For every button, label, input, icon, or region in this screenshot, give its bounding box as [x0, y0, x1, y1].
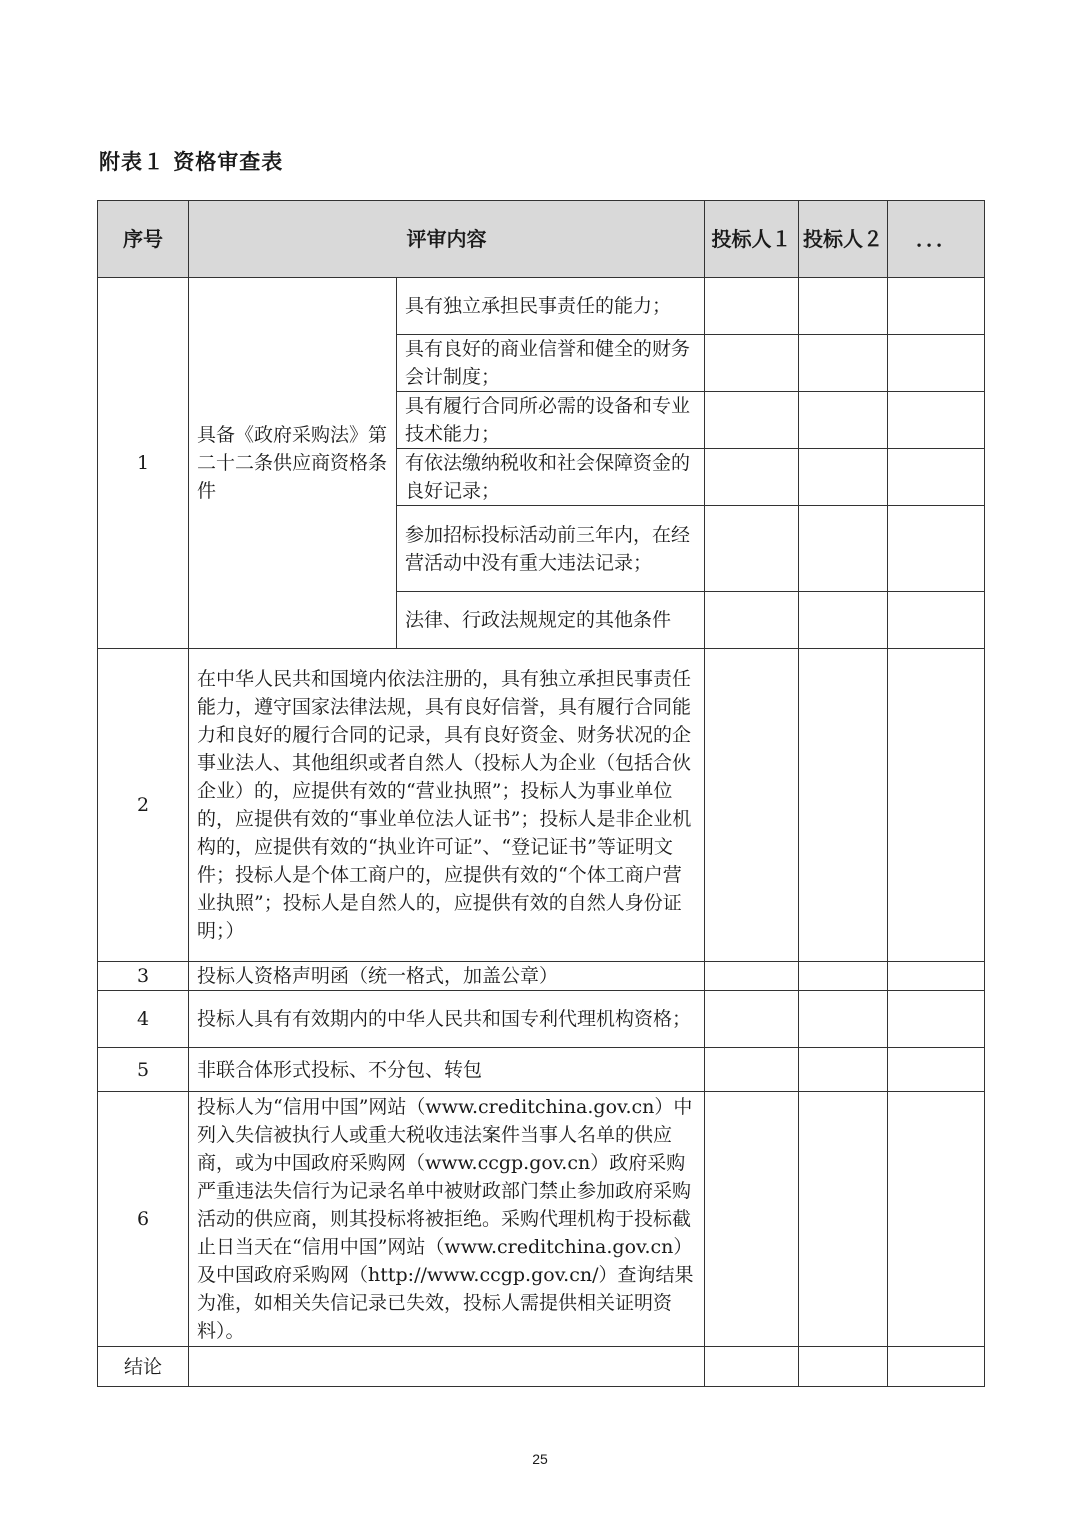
bidder-2-cell[interactable]: [799, 649, 888, 962]
bidder-more-cell[interactable]: [888, 962, 985, 991]
row-6-seq: 6: [98, 1092, 189, 1347]
table-row: [98, 649, 985, 962]
row-4-seq: 4: [98, 991, 189, 1048]
bidder-more-cell[interactable]: [888, 649, 985, 962]
header-row: [98, 201, 985, 278]
bidder-more-cell[interactable]: [888, 335, 985, 392]
bidder-more-cell[interactable]: [888, 991, 985, 1048]
table-row: [98, 1092, 985, 1347]
row-1-item-3: 具有履行合同所必需的设备和专业技术能力；: [397, 392, 705, 449]
bidder-more-cell[interactable]: [888, 392, 985, 449]
row-1-item-6: 法律、行政法规规定的其他条件: [397, 592, 705, 649]
header-bidder-2: 投标人２: [799, 201, 888, 278]
bidder-1-cell[interactable]: [705, 449, 799, 506]
header-bidder-1: 投标人１: [705, 201, 799, 278]
conclusion-label: 结论: [98, 1347, 189, 1387]
document-title: 附表１ 资格审查表: [99, 149, 284, 174]
bidder-more-cell[interactable]: [888, 1347, 985, 1387]
row-6-content: 投标人为“信用中国”网站（www.creditchina.gov.cn）中列入失信被执行人或重大税收违法案件当事人名单的供应商，或为中国政府采购网（www.ccgp.gov.cn）政府采购严重违法失信行为记录名单中被财政部门禁止参加政府采购活动的供应商，则其投标将被拒绝。采购代理机构于投标截止日当天在“信用中国”网站（www.creditchina.gov.cn）及中国政府采购网（http://www.ccgp.gov.cn/）查询结果为准，如相关失信记录已失效，投标人需提供相关证明资料）。: [189, 1092, 705, 1347]
row-1-category: 具备《政府采购法》第二十二条供应商资格条件: [189, 278, 397, 649]
bidder-1-cell[interactable]: [705, 991, 799, 1048]
bidder-2-cell[interactable]: [799, 962, 888, 991]
header-more: ．．．: [888, 201, 985, 278]
bidder-1-cell[interactable]: [705, 1347, 799, 1387]
row-2-seq: 2: [98, 649, 189, 962]
bidder-2-cell[interactable]: [799, 592, 888, 649]
table-row: [98, 991, 985, 1048]
bidder-2-cell[interactable]: [799, 449, 888, 506]
header-content: 评审内容: [189, 201, 705, 278]
row-2-content: 在中华人民共和国境内依法注册的，具有独立承担民事责任能力，遵守国家法律法规，具有良好信誉，具有履行合同能力和良好的履行合同的记录，具有良好资金、财务状况的企事业法人、其他组织或者自然人（投标人为企业（包括合伙企业）的，应提供有效的“营业执照”；投标人为事业单位的，应提供有效的“事业单位法人证书”；投标人是非企业机构的，应提供有效的“执业许可证”、“登记证书”等证明文件；投标人是个体工商户的，应提供有效的“个体工商户营业执照”；投标人是自然人的，应提供有效的自然人身份证明；）: [189, 649, 705, 962]
row-4-content: 投标人具有有效期内的中华人民共和国专利代理机构资格；: [189, 991, 705, 1048]
bidder-2-cell[interactable]: [799, 278, 888, 335]
bidder-more-cell[interactable]: [888, 592, 985, 649]
bidder-1-cell[interactable]: [705, 1092, 799, 1347]
bidder-more-cell[interactable]: [888, 506, 985, 592]
row-5-content: 非联合体形式投标、不分包、转包: [189, 1048, 705, 1092]
row-5-seq: 5: [98, 1048, 189, 1092]
bidder-1-cell[interactable]: [705, 962, 799, 991]
bidder-2-cell[interactable]: [799, 335, 888, 392]
bidder-1-cell[interactable]: [705, 278, 799, 335]
bidder-2-cell[interactable]: [799, 506, 888, 592]
bidder-2-cell[interactable]: [799, 1048, 888, 1092]
bidder-2-cell[interactable]: [799, 1347, 888, 1387]
bidder-1-cell[interactable]: [705, 335, 799, 392]
row-1-seq: 1: [98, 278, 189, 649]
row-3-seq: 3: [98, 962, 189, 991]
bidder-more-cell[interactable]: [888, 1092, 985, 1347]
row-1-item-2: 具有良好的商业信誉和健全的财务会计制度；: [397, 335, 705, 392]
row-1-item-1: 具有独立承担民事责任的能力；: [397, 278, 705, 335]
bidder-more-cell[interactable]: [888, 449, 985, 506]
bidder-1-cell[interactable]: [705, 506, 799, 592]
bidder-more-cell[interactable]: [888, 1048, 985, 1092]
bidder-1-cell[interactable]: [705, 1048, 799, 1092]
bidder-2-cell[interactable]: [799, 1092, 888, 1347]
row-1-item-5: 参加招标投标活动前三年内，在经营活动中没有重大违法记录；: [397, 506, 705, 592]
table-row: [98, 278, 985, 335]
row-1-item-4: 有依法缴纳税收和社会保障资金的良好记录；: [397, 449, 705, 506]
bidder-more-cell[interactable]: [888, 278, 985, 335]
bidder-2-cell[interactable]: [799, 991, 888, 1048]
qualification-review-table: [97, 200, 985, 1387]
bidder-1-cell[interactable]: [705, 592, 799, 649]
page-number: 25: [532, 1451, 548, 1467]
header-seq: 序号: [98, 201, 189, 278]
bidder-1-cell[interactable]: [705, 649, 799, 962]
conclusion-content-cell[interactable]: [189, 1347, 705, 1387]
table-row: [98, 962, 985, 991]
conclusion-row: [98, 1347, 985, 1387]
bidder-1-cell[interactable]: [705, 392, 799, 449]
table-row: [98, 1048, 985, 1092]
bidder-2-cell[interactable]: [799, 392, 888, 449]
row-3-content: 投标人资格声明函（统一格式，加盖公章）: [189, 962, 705, 991]
